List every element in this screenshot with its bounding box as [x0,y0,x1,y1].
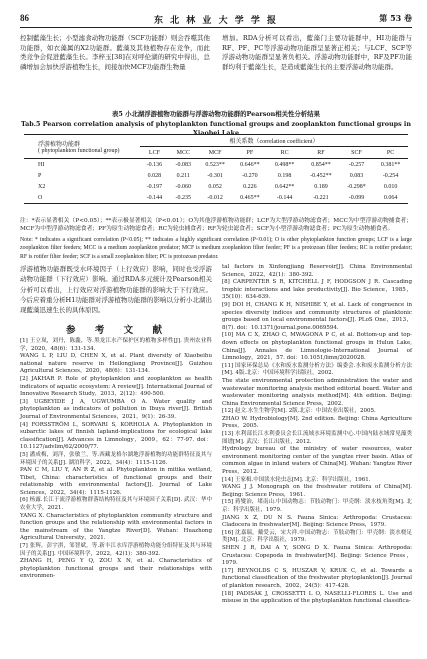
column-header: PC [373,147,408,159]
table-row [24,159,408,171]
reference-entry: [3] UGBEYIDE J A, UGWUMBA O A. Water quality and phytoplankton as indicators of pollution in Ibuya river[J]. British Journal of Environmental Sciences，2021，9(1)：26-39. [20,398,212,420]
table-caption-cn: 表5 小北湖浮游植物功能群与浮游动物功能群的Pearson相关性分析结果 [112,110,320,118]
reference-entry: [7] 张辉，彭宇淇，邹智斌，等.新丰江水库浮游植物功能分组特征及其与环境因子的关系[J]. 中国环境科学，2022，42(1)：380-392. [20,543,212,557]
table-cell: -0.197 [146,183,163,190]
body-text-bottom-left: 浮游植物功能群既受水环境因子（上行效应）影响，同时也受浮游动物功能群（下行效应）影响。通过RDA多元统计及Pearson相关分析可以看出，上行效应对浮游植物功能群的影响大于下行效应。今后应着重分析H1功能群对浮游植物功能群的影响以分析小北湖出现藍藻迅速生长的具体原因。 [20,265,212,315]
table-cell: 0.381** [380,161,401,168]
table-cell: 0.052 [208,183,222,190]
row-label: X2 [38,183,46,190]
table-row [24,192,408,204]
table-note-cn: 注：*表示显著相关（P<0.05）；**表示极显著相关（P<0.01）；O为其他浮游植物功能群；LCF为大型浮游动物滤食者；MCC为中型浮游动物捕食者；MCF为中型浮游动物滤食者；PF为原生动物滤食者；RC为轮虫捕食者；RF为轮虫滤食者；SCF为小型浮游动物滤食者；PC为原生动物捕食者。 [20,218,412,233]
table-cell: 0.854** [311,161,331,168]
reference-entry: WANG L P, LIU D, CHEN X, et al. Plant diversity of Xiaobeihu national nature reserve in Heilongjiang Province[J]. Guizhou Agricultural Sciences，2020，48(6)：131-134. [20,353,212,375]
table-cell: -0.257 [348,161,365,168]
table-cell: -0.301 [207,172,223,179]
row-header-cell [24,135,140,159]
references-left-column [20,338,212,581]
reference-entry: WANG J J. Monograph on the freshwater rotifera of China[M]. Beijing: Science Press，1961. [222,484,412,498]
table-cell: -0.144 [267,192,302,204]
table-cell: -0.083 [175,161,192,168]
references-right-column [222,264,412,606]
reference-entry: ZHAO W. Hydrobiology[M]. 2nd edition. Beijing: China Agriculture Press，2005. [222,415,412,430]
reference-entry: tal factors in Xinfengjiang Reservoir[J]. China Environmental Science，2022，42(1)：380-392. [222,264,412,278]
table-cell: -0.012 [198,192,233,204]
table-cell: 0.198 [277,172,292,179]
body-text-top-left: 控制藍藻生长；小型滤食动物功能群（SCF功能群）则会吞噬其他功能群，如衣藻属的X2功能群。藍藻及其他植物存在竞争，而此类竞争会促进藍藻生长。李梓玉[38]在对呼伦湖的研究中得出，总磷增加会加快浮游植物生长，间接加快MCF功能群生物量 [20,34,210,71]
table-cell: -0.452** [310,172,332,179]
volume-label: 第 53 卷 [379,13,412,23]
reference-entry: JIANG X Z, DU N S. Fauna Sinica: Arthropoda: Crustacea: Cladocera in freshwater[M]. Beijing: Science Press，1979. [222,514,412,529]
row-label: HI [38,161,45,168]
table-cell: 0.226 [243,183,257,190]
table-cell: -0.235 [169,192,198,204]
reference-entry: YANG X. Characteristics of phytoplankton community structure and function groups and the relationship with environmental factors in the mainstream of the Yangtze River[D]. Wuhan: Huazhong Agricultural University，2021. [20,512,212,542]
table-cell: -0.099 [340,192,373,204]
reference-entry: [1] 王立岚，刘丹，陈鑫，等.黑龙江水产保护区的植物多样性[J]. 贵州农业科学，2020，48(6)：131-134. [20,338,212,352]
column-header: RF [302,147,340,159]
reference-entry: [18] PADISÁK J, CROSSETTI L O, NASELLI-FLORES L. Use and misuse in the application of the phytoplankton functional classifica- [222,590,412,605]
table-cell: 0.211 [176,172,190,179]
column-header: LCF [140,147,169,159]
row-header-cn: 浮游植物功能群 [38,142,81,148]
reference-entry: The state environmental protection administration the water and wastewater monitoring analysis method editorial board. Water and wastewater monitoring analysis method[M]. 4th edition. Beijing: China Environmental Science Press，2002. [222,377,412,407]
reference-entry: [5] 潘成梅，刘洋，张敏兰，等.西藏龙格尔湖地浮游植物的功能群特征及其与环境因子的关系[J]. 湖泊科学，2022，34(4)：1115-1126. [20,451,212,466]
reference-entry: PAN C M, LIU Y, AN R Z, et al. Phytoplankton in mitika wetland, Tibet, China: characteristics of functional groups and their relationship with environmental factors[J]. Journal of Lake Sciences，2022，34(4)：1115-1126. [20,467,212,496]
column-header: SCF [340,147,373,159]
reference-entry: [6] 杨露.长江干流浮游植物群落结构特征及其与环境因子关系[D]. 武汉：华中农业大学，2021. [20,497,212,512]
table-cell: 0.064 [373,192,408,204]
table-cell: -0.298* [347,183,366,190]
reference-entry: [12] 赵文.水生生物学[M]. 2版.北京：中国农业出版社，2005. [222,408,376,415]
row-label: O [24,192,140,204]
reference-entry: [13] 水利部长江水利委员会长江流域水环境监测中心.中国内陆水域常见藻类图谱[M]. 武汉：长江出版社，2012. [222,431,412,445]
reference-entry: SHEN J R, DAI A Y, SONG D X. Fauna Sinica: Arthropoda: Crustacea: Copepoda in freshwater[M]. Beijing: Science Press，1979. [222,544,412,567]
table-cell: -0.144 [140,192,169,204]
table-cell: 0.028 [147,172,162,179]
table-cell: 0.189 [314,183,328,190]
reference-entry: [15] 蒋燮治，堵南山.中国动物志：节肢动物门：甲壳纲：淡水枝角类[M]. 北京：科学出版社，1979. [222,499,412,513]
journal-title: 东 北 林 业 大 学 学 报 [154,16,278,26]
column-header: MCC [169,147,198,159]
column-header: PF [233,147,268,159]
reference-entry: [11] 国家环保总局《水和废水监测分析方法》编委会.水和废水监测分析方法[M]. 4版.北京：中国环境科学出版社，2002. [222,362,412,377]
reference-entry: ZHANG H, PENG Y Q, ZOU X N, et al. Characteristics of phytoplankton functional groups and their relationships with environmen- [20,558,212,580]
correlation-table [24,134,408,204]
reference-entry: [10] MA C X, ZHAO C, MWAGONA P C, et al. Bottom-up and top-down effects on phytoplankton functional groups in Hulun Lake, China[J]. Annales de Limnologie-International Journal of Limnology，2021，57. doi：10.1051/limn/2020028. [222,332,412,362]
reference-entry: [4] FORSSTRÖM L, SORVARI S, KORHOLA A. Phytoplankton in subarctic lakes of finnish lapland-implications for ecological lake classification[J]. Advances in Limnology，2009，62：77-97. doi：10.1127/advlim/62/2009/77. [20,421,212,451]
row-label: P [38,172,42,179]
table-cell: 0.465** [233,192,268,204]
table-cell: 0.523** [205,161,225,168]
column-header: RC [267,147,302,159]
table-cell: -0.136 [146,161,163,168]
references-heading: 参 考 文 献 [66,325,170,336]
table-row [24,181,408,192]
row-header-en: ( phytoplankton functional group) [38,148,120,154]
reference-entry: [8] CARPENTER S R, KITCHELL J F, HODGSON J R. Cascading trophic interactions and lake productivity[J]. Bio Science，1985，35(10)：634-639. [222,279,412,301]
reference-entry: Hydrology bureau of the ministry of water resources, water environment monitoring center of the yangtze river basin. Atlas of common algae in inland waters of China[M]. Wuhan: Yangtze River Press，2012. [222,446,412,476]
running-header [20,13,412,28]
table-header-row [24,135,408,147]
table-cell: -0.254 [382,172,399,179]
column-header: MCF [198,147,233,159]
page-number: 86 [20,13,29,23]
reference-entry: [17] REYNOLDS C S, HUSZAR V, KRUK C, et al. Towards a functional classification of the freshwater phytoplankton[J]. Journal of plankton research，2002，24(5)：417-428. [222,567,412,589]
table-caption-en: Tab.5 Pearson correlation analysis of phytoplankton functional groups and zooplankton functional groups in Xiaobei Lake [20,120,412,137]
reference-entry: [2] JAKHAR P. Role of phytoplankton and zooplankton as health indicators of aquatic ecosystem: A review[J]. International Journal of Innovative Research Study，2013，2(12)：490-500. [20,375,212,398]
table-row [24,170,408,181]
reference-entry: [14] 王家楫.中国淡水轮虫志[M]. 北京：科学出版社，1961. [222,476,371,483]
body-text-top-right: 增加。RDA分析可以看出，藍藻门主要功能群中，HI功能群与RF、PF、PC等浮游动物功能群呈显著正相关；与LCF、SCF等浮游动物功能群呈显著负相关。浮游动物功能群中，RF及PF功能群均利于藍藻生长，是造成藍藻生长的主要浮游动物功能群。 [222,34,412,71]
table-cell: -0.270 [242,172,258,179]
table-cell: 0.646** [240,161,260,168]
table-cell: 0.083 [349,172,364,179]
table-cell: 0.642** [274,183,295,190]
reference-entry: [16] 沈嘉瑞，戴爱云，宋大祥.中国动物志：节肢动物门：甲壳纲：淡水桡足类[M]. 北京：科学出版社，1979. [222,529,412,544]
reference-entry: [9] DOI H, CHANG K H, NISHIBE Y, et al. Lack of congruence in species diversity indices and community structures of planktonic groups based on local environmental factors[J]. PLoS One，2013，8(7). doi：10.1371/journal.pone.0069594. [222,301,412,331]
table-note-en: Note: * indicates a significant correlation (P<0.05); ** indicates a highly significant correlation (P<0.01); O is other phytoplankton function groups; LCF is a large zooplankton filter feeders; MCC is a medium zooplankton predator; MCF is medium zooplankton filter feeder; PF is a protozoan filter feeders; RC is rotifer predator; RF is rotifer filter feeder; SCF is a small zooplankton filter; PC is protozoan predator. [20,237,412,260]
table-cell: 0.010 [383,183,398,190]
table-cell: -0.060 [175,183,192,190]
table-cell: -0.221 [302,192,340,204]
table-cell: 0.498** [274,161,295,168]
group-header: 相关系数（correlation coefficient） [140,135,408,147]
